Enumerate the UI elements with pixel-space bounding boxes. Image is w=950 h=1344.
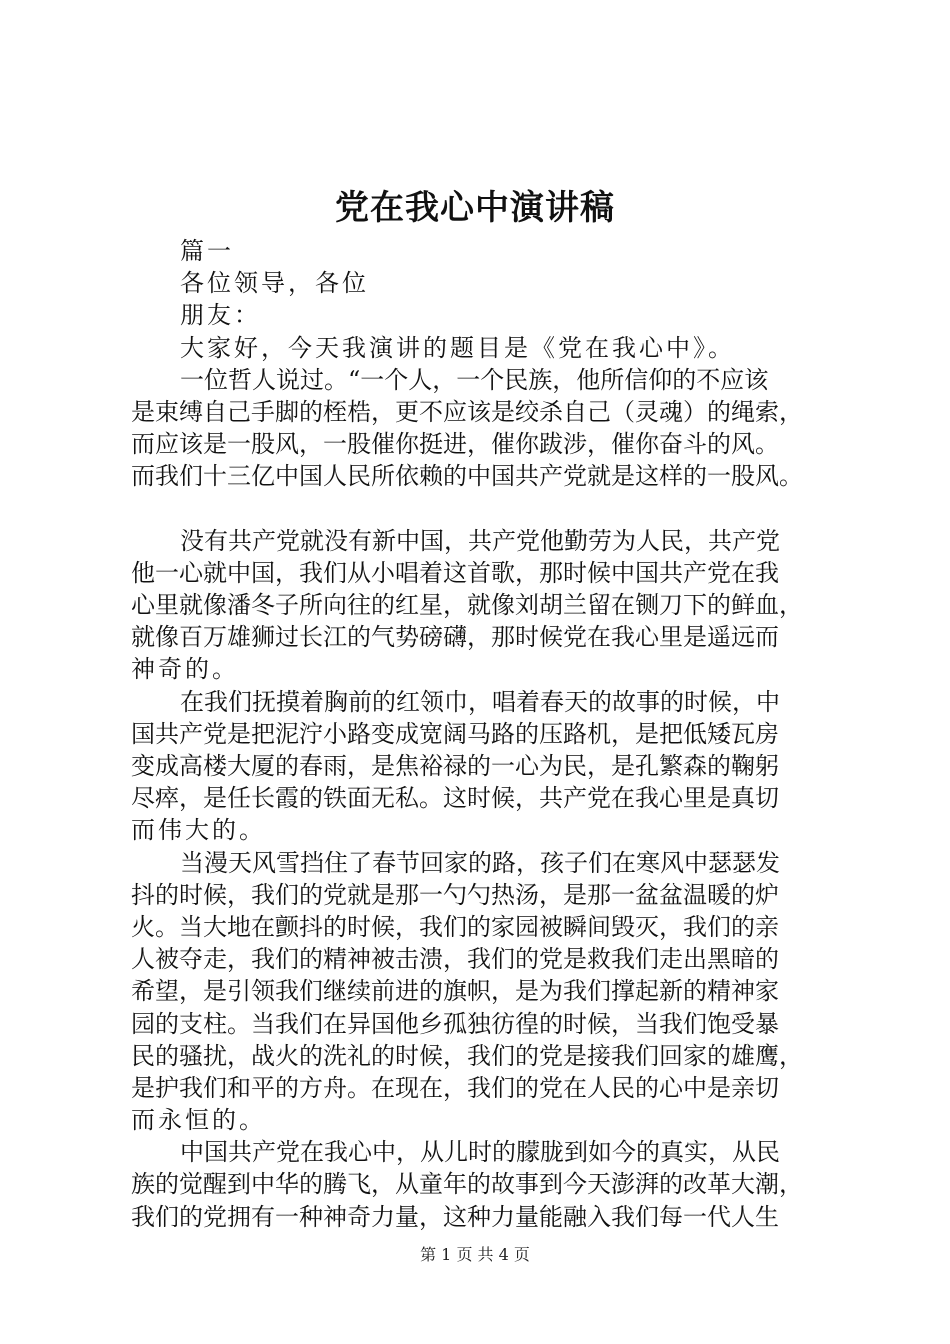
page-number-footer: 第 1 页 共 4 页 [420, 1245, 530, 1264]
paragraph-line: 国共产党是把泥泞小路变成宽阔马路的压路机，是把低矮瓦房 [131, 719, 779, 748]
paragraph-line: 变成高楼大厦的春雨，是焦裕禄的一心为民，是孔繁森的鞠躬 [131, 752, 779, 780]
paragraph-line: 没有共产党就没有新中国，共产党他勤劳为人民，共产党 [180, 526, 780, 555]
document-title: 党在我心中演讲稿 [335, 188, 615, 228]
paragraph-line: 而我们十三亿中国人民所依赖的中国共产党就是这样的一股风。 [131, 462, 803, 491]
paragraph-line: 在我们抚摸着胸前的红领巾，唱着春天的故事的时候，中 [180, 687, 780, 716]
paragraph-line: 民的骚扰，战火的洗礼的时候，我们的党是接我们回家的雄鹰， [131, 1041, 803, 1070]
paragraph-line: 火。当大地在颤抖的时候，我们的家园被瞬间毁灭，我们的亲 [131, 912, 779, 941]
paragraph-line: 心里就像潘冬子所向往的红星，就像刘胡兰留在铡刀下的鲜血， [131, 591, 803, 620]
paragraph-line: 尽瘁，是任长霞的铁面无私。这时候，共产党在我心里是真切 [131, 784, 779, 813]
paragraph-line: 人被夺走，我们的精神被击溃，我们的党是救我们走出黑暗的 [131, 945, 779, 974]
document-body [131, 235, 831, 1233]
paragraph-line: 就像百万雄狮过长江的气势磅礴，那时候党在我心里是遥远而 [131, 623, 779, 652]
paragraph-line: 当漫天风雪挡住了春节回家的路，孩子们在寒风中瑟瑟发 [180, 848, 780, 877]
paragraph-line: 而应该是一股风，一股催你挺进，催你跋涉，催你奋斗的风。 [131, 430, 779, 459]
paragraph-line: 抖的时候，我们的党就是那一勺勺热汤，是那一盆盆温暖的炉 [131, 880, 779, 909]
paragraph-line: 而永恒的。 [131, 1106, 266, 1135]
paragraph-line: 朋友： [180, 301, 261, 330]
paragraph-line: 是护我们和平的方舟。在现在，我们的党在人民的心中是亲切 [131, 1073, 779, 1102]
paragraph-line: 神奇的。 [131, 655, 239, 684]
paragraph-line: 篇一 [180, 237, 234, 265]
paragraph-line: 族的觉醒到中华的腾飞，从童年的故事到今天澎湃的改革大潮， [131, 1170, 803, 1199]
paragraph-line: 他一心就中国，我们从小唱着这首歌，那时候中国共产党在我 [131, 558, 779, 587]
paragraph-line: 希望，是引领我们继续前进的旗帜，是为我们撑起新的精神家 [131, 977, 779, 1006]
paragraph-line: 是束缚自己手脚的桎梏，更不应该是绞杀自己（灵魂）的绳索， [131, 397, 803, 426]
blank-line [131, 493, 831, 525]
paragraph-line: 中国共产党在我心中，从儿时的朦胧到如今的真实，从民 [180, 1138, 780, 1167]
paragraph-line: 一位哲人说过。“一个人，一个民族，他所信仰的不应该 [180, 365, 769, 394]
paragraph-line: 园的支柱。当我们在异国他乡孤独彷徨的时候，当我们饱受暴 [131, 1009, 779, 1038]
paragraph-line: 而伟大的。 [131, 816, 266, 845]
paragraph-line: 我们的党拥有一种神奇力量，这种力量能融入我们每一代人生 [131, 1202, 779, 1231]
paragraph-line: 大家好，今天我演讲的题目是《党在我心中》。 [180, 333, 735, 362]
paragraph-line: 各位领导，各位 [180, 269, 369, 298]
